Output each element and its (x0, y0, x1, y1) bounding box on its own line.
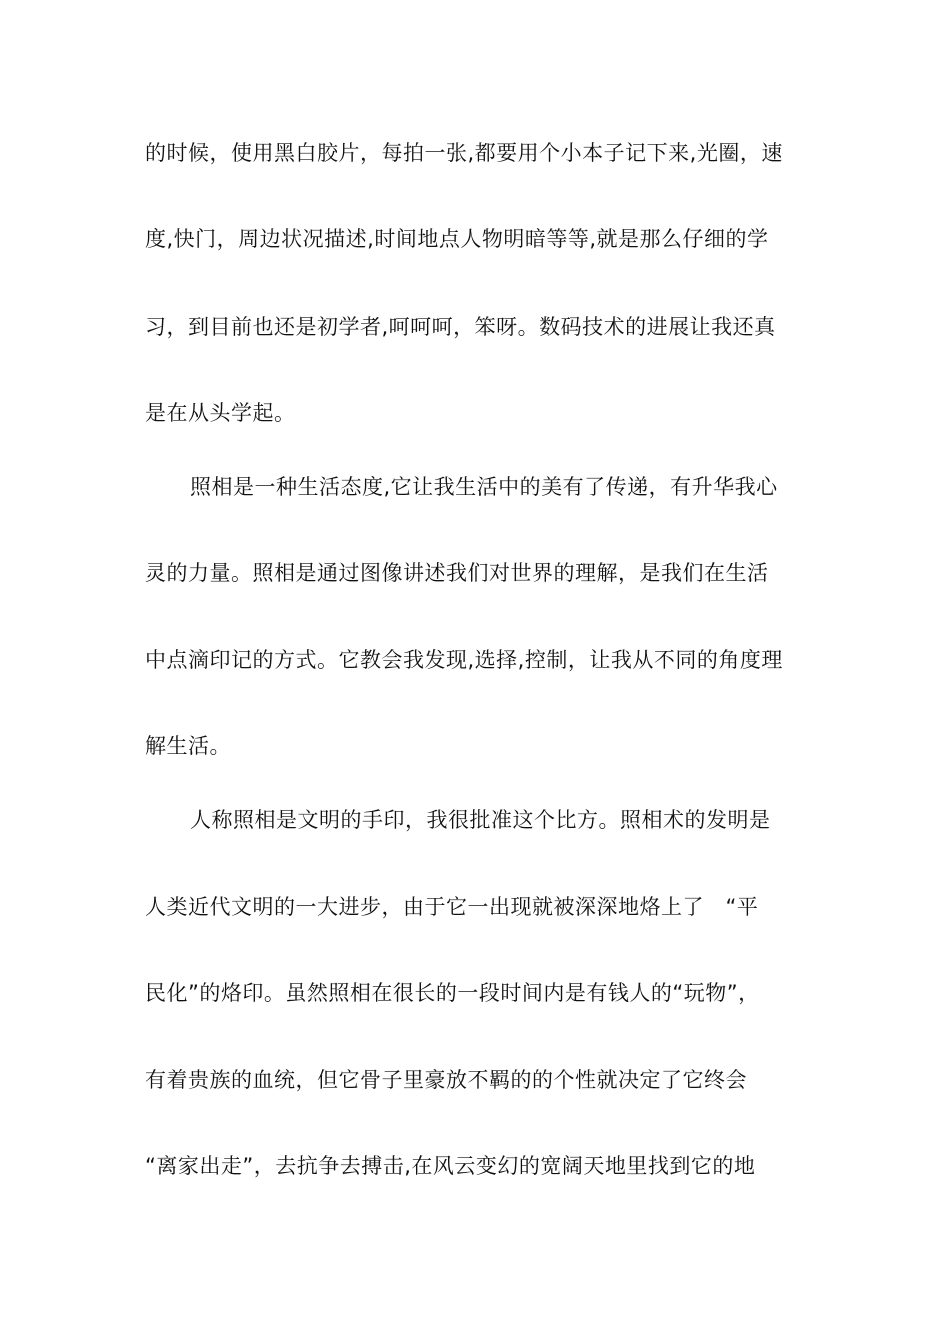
paragraph-3-line-2: 人类近代文明的一大进步，由于它一出现就被深深地烙上了 “平 (145, 895, 759, 919)
paragraph-3-line-5: “离家出走”，去抗争去搏击,在风云变幻的宽阔天地里找到它的地 (145, 1154, 756, 1178)
paragraph-3-line-1: 人称照相是文明的手印，我很批准这个比方。照相术的发明是 (190, 808, 771, 832)
paragraph-2-line-1: 照相是一种生活态度,它让我生活中的美有了传递，有升华我心 (190, 475, 778, 499)
paragraph-1-line-1: 的时候，使用黑白胶片，每拍一张,都要用个小本子记下来,光圈，速 (145, 141, 783, 165)
paragraph-2-line-4: 解生活。 (145, 734, 231, 758)
paragraph-3-line-3: 民化”的烙印。虽然照相在很长的一段时间内是有钱人的“玩物”， (145, 981, 760, 1005)
paragraph-2-line-3: 中点滴印记的方式。它教会我发现,选择,控制，让我从不同的角度理 (145, 648, 783, 672)
paragraph-1-line-4: 是在从头学起。 (145, 401, 296, 425)
paragraph-2-line-2: 灵的力量。照相是通过图像讲述我们对世界的理解，是我们在生活 (145, 561, 769, 585)
paragraph-1-line-3: 习，到目前也还是初学者,呵呵呵，笨呀。数码技术的进展让我还真 (145, 315, 776, 339)
paragraph-3-line-4: 有着贵族的血统，但它骨子里豪放不羁的的个性就决定了它终会 (145, 1068, 747, 1092)
paragraph-1-line-2: 度,快门，周边状况描述,时间地点人物明暗等等,就是那么仔细的学 (145, 227, 769, 251)
